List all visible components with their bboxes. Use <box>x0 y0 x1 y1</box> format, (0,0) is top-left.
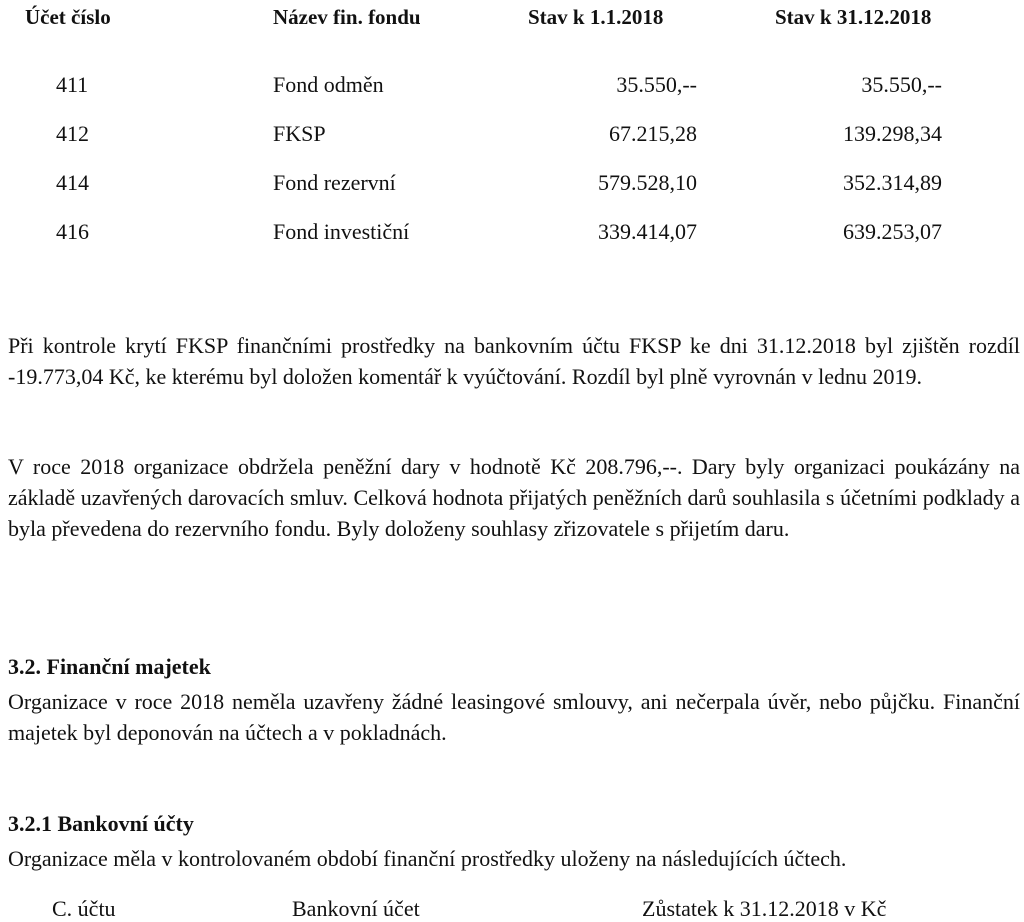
paragraph-bank-accounts: Organizace měla v kontrolovaném období finanční prostředky uloženy na následujících účtech. <box>8 846 847 871</box>
row-412-name: FKSP <box>273 121 326 146</box>
row-411-name: Fond odměn <box>273 72 384 97</box>
bank-header-balance: Zůstatek k 31.12.2018 v Kč <box>642 896 887 921</box>
row-414-name: Fond rezervní <box>273 170 396 195</box>
row-414-end: 352.314,89 <box>843 170 942 195</box>
row-412-start: 67.215,28 <box>609 121 697 146</box>
header-account-number: Účet číslo <box>25 5 111 29</box>
row-412-end: 139.298,34 <box>843 121 942 146</box>
paragraph-financial-assets: Organizace v roce 2018 neměla uzavřeny žádné leasingové smlouvy, ani nečerpala úvěr, nebo půjčku. Finanční majetek byl deponován na účtech a v pokladnách. <box>8 689 1020 745</box>
bank-header-bank-account: Bankovní účet <box>292 896 420 921</box>
bank-header-account-number: C. účtu <box>52 896 116 921</box>
paragraph-fksp-check: Při kontrole krytí FKSP finančními prostředky na bankovním účtu FKSP ke dni 31.12.2018 byl zjištěn rozdíl -19.773,04 Kč, ke kterému byl doložen komentář k vyúčtování. Rozdíl byl plně vyrovnán v lednu 2019. <box>8 333 1020 389</box>
section-heading-bank-accounts: 3.2.1 Bankovní účty <box>8 811 194 836</box>
row-414-account: 414 <box>56 170 89 195</box>
row-411-start: 35.550,-- <box>616 72 697 97</box>
section-heading-financial-assets: 3.2. Finanční majetek <box>8 654 211 679</box>
row-416-start: 339.414,07 <box>598 219 697 244</box>
row-414-start: 579.528,10 <box>598 170 697 195</box>
header-fund-name: Název fin. fondu <box>273 5 421 29</box>
header-balance-end: Stav k 31.12.2018 <box>775 5 932 29</box>
row-411-end: 35.550,-- <box>861 72 942 97</box>
row-416-end: 639.253,07 <box>843 219 942 244</box>
header-balance-start: Stav k 1.1.2018 <box>528 5 664 29</box>
row-412-account: 412 <box>56 121 89 146</box>
row-416-account: 416 <box>56 219 89 244</box>
row-416-name: Fond investiční <box>273 219 410 244</box>
paragraph-donations: V roce 2018 organizace obdržela peněžní dary v hodnotě Kč 208.796,--. Dary byly organizaci poukázány na základě uzavřených darovacích smluv. Celková hodnota přijatých peněžních darů souhlasila s účetními podklady a byla převedena do rezervního fondu. Byly doloženy souhlasy zřizovatele s přijetím daru. <box>8 454 1020 541</box>
row-411-account: 411 <box>56 72 89 97</box>
